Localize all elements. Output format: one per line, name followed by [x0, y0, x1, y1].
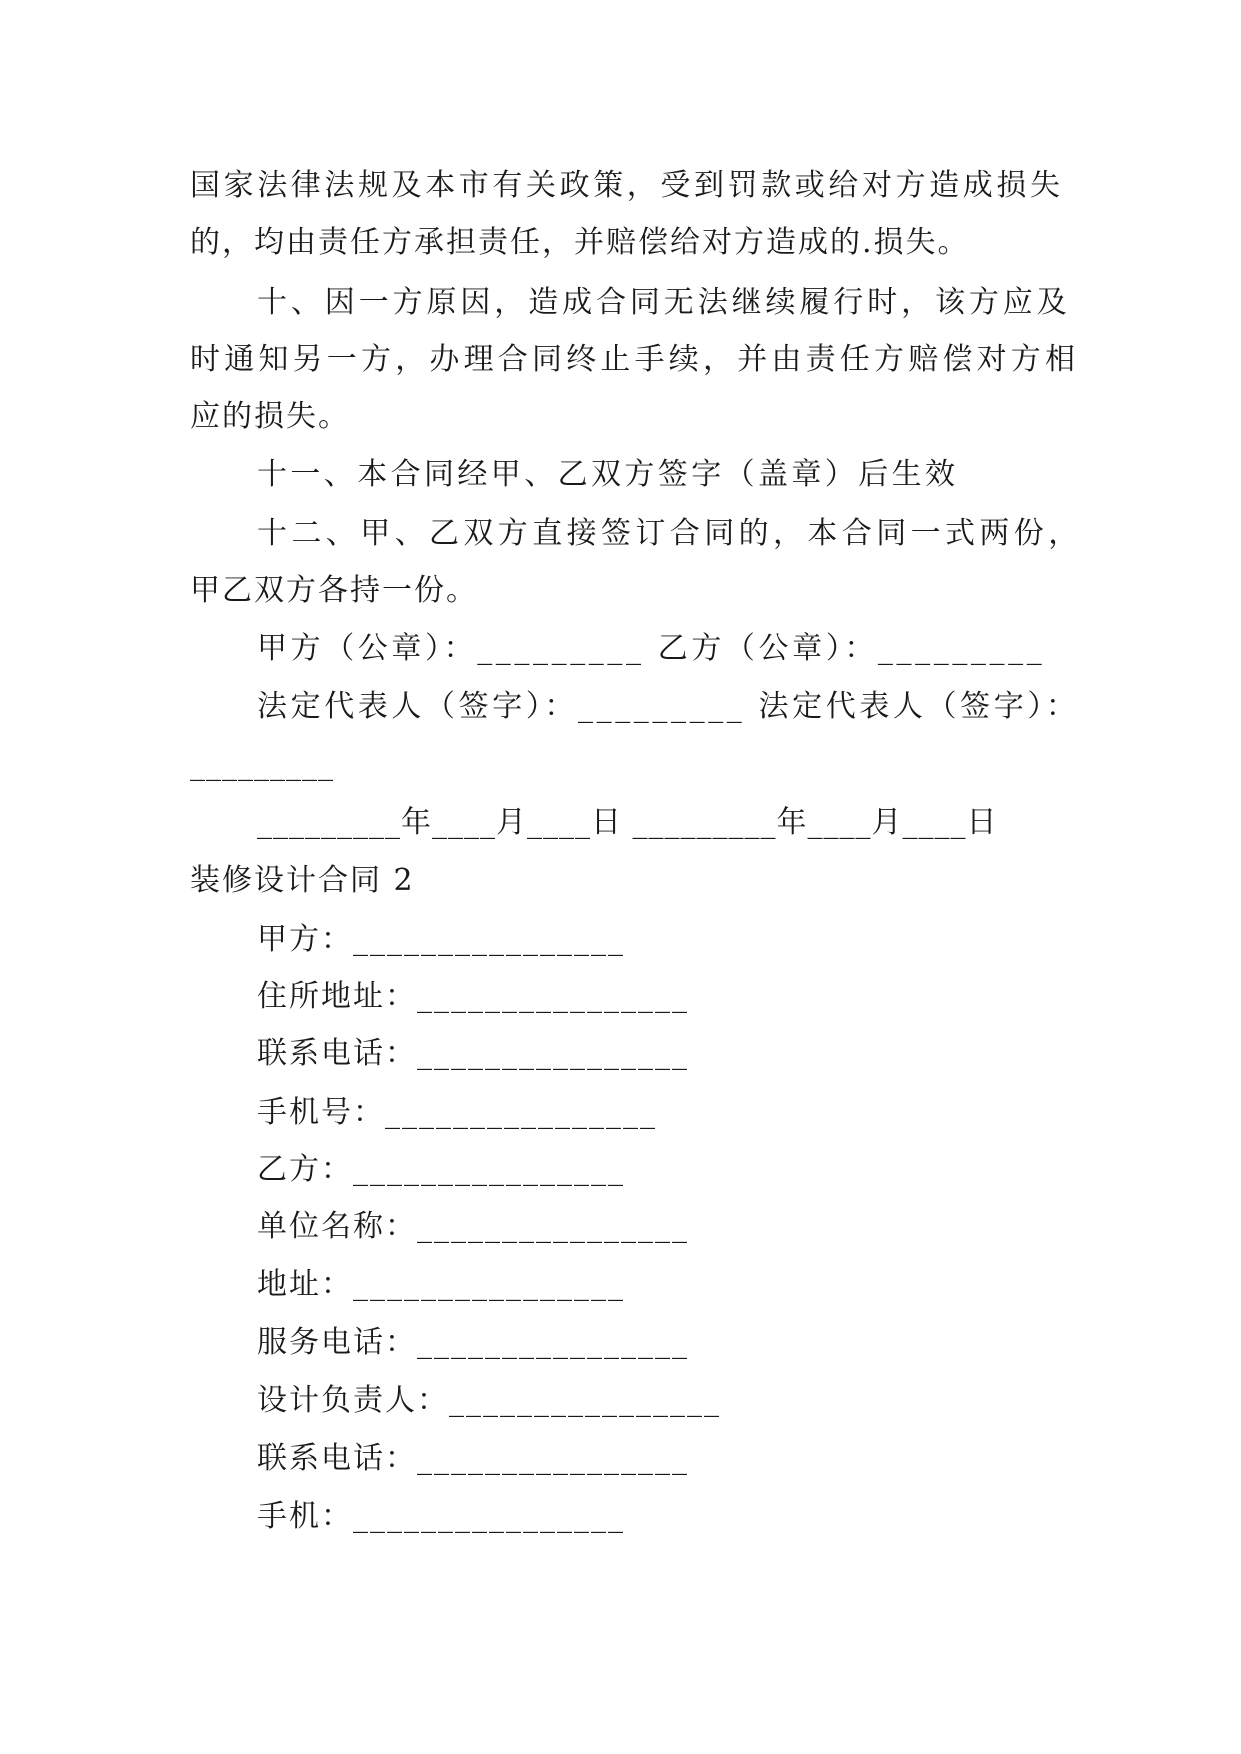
clause-11-line: 十一、本合同经甲、乙双方签字（盖章）后生效	[257, 457, 959, 492]
paragraph-line: 应的损失。	[190, 399, 350, 434]
form-field-line: 乙方：________________	[257, 1152, 625, 1187]
paragraph-line: 甲乙双方各持一份。	[190, 573, 478, 608]
paragraph-line: 国家法律法规及本市有关政策，受到罚款或给对方造成损失	[190, 168, 1064, 203]
paragraph-line: 的，均由责任方承担责任，并赔偿给对方造成的.损失。	[190, 225, 970, 260]
form-field-line: 地址：________________	[257, 1267, 625, 1302]
form-field-line: 设计负责人：________________	[257, 1383, 721, 1418]
form-field-line: 单位名称：________________	[257, 1209, 689, 1244]
date-line: _________年____月____日 _________年____月____日	[257, 805, 998, 840]
form-field-line: 住所地址：________________	[257, 979, 689, 1014]
signature-blank: _________	[190, 747, 334, 782]
seal-signature-line: 甲方（公章）：_________ 乙方（公章）：_________	[257, 631, 1046, 666]
form-field-line: 甲方：________________	[257, 922, 625, 957]
clause-12-line: 十二、甲、乙双方直接签订合同的，本合同一式两份，	[257, 516, 1083, 551]
section-title: 装修设计合同 2	[190, 863, 415, 898]
form-field-line: 联系电话：________________	[257, 1441, 689, 1476]
representative-signature-line: 法定代表人（签字）：_________ 法定代表人（签字）：	[257, 689, 1080, 724]
form-field-line: 联系电话：________________	[257, 1036, 689, 1071]
form-field-line: 服务电话：________________	[257, 1325, 689, 1360]
paragraph-line: 时通知另一方，办理合同终止手续，并由责任方赔偿对方相	[190, 342, 1080, 377]
form-field-line: 手机号：________________	[257, 1095, 657, 1130]
clause-10-line: 十、因一方原因，造成合同无法继续履行时，该方应及	[257, 285, 1071, 320]
form-field-line: 手机：________________	[257, 1499, 625, 1534]
